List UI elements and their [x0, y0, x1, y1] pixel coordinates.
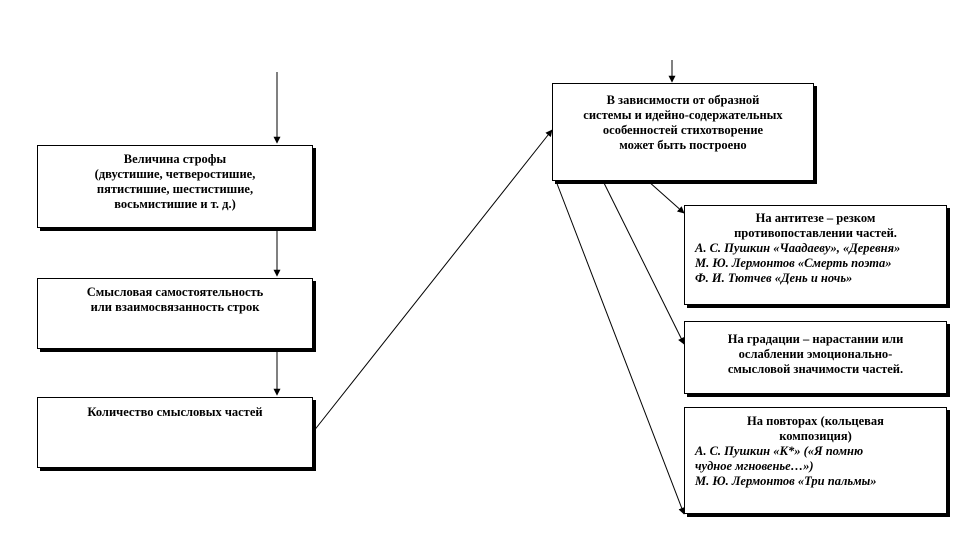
stanza-size-line: пятистишие, шестистишие,: [96, 182, 254, 196]
antithesis-example: М. Ю. Лермонтов «Смерть поэта»: [695, 256, 892, 270]
semantic-parts-box: [37, 397, 313, 468]
semantic-independence-line: Смысловая самостоятельность: [86, 285, 264, 299]
semantic-independence-line: или взаимосвязанность строк: [90, 300, 260, 314]
dependency-line: особенностей стихотворение: [602, 123, 764, 137]
stanza-size-box: [37, 145, 313, 228]
stanza-size-line: восьмистишие и т. д.): [114, 197, 236, 211]
semantic-parts-title: Количество смысловых частей: [87, 405, 263, 419]
repetition-title-line: композиция): [779, 429, 852, 443]
semantic-independence-box: [37, 278, 313, 349]
dependency-line: может быть построено: [619, 138, 747, 152]
dependency-line: системы и идейно-содержательных: [583, 108, 783, 122]
antithesis-example: А. С. Пушкин «Чаадаеву», «Деревня»: [695, 241, 901, 255]
arrow-dependency-to-antithesis: [648, 181, 684, 213]
repetition-example: чудное мгновенье…»): [695, 459, 814, 473]
stanza-size-title: Величина строфы: [123, 152, 227, 166]
repetition-title-line: На повторах (кольцевая: [747, 414, 884, 428]
arrow-dependency-to-repetition: [556, 181, 684, 514]
antithesis-example: Ф. И. Тютчев «День и ночь»: [695, 271, 853, 285]
repetition-example: А. С. Пушкин «К*» («Я помню: [695, 444, 864, 458]
repetition-example: М. Ю. Лермонтов «Три пальмы»: [695, 474, 877, 488]
repetition-box: [684, 407, 947, 514]
gradation-line: смысловой значимости частей.: [727, 362, 904, 376]
gradation-line: На градации – нарастании или: [727, 332, 904, 346]
antithesis-title-line: противопоставлении частей.: [734, 226, 897, 240]
dependency-box: [552, 83, 814, 181]
antithesis-title-line: На антитезе – резком: [755, 211, 876, 225]
gradation-line: ослаблении эмоционально-: [738, 347, 893, 361]
antithesis-box: [684, 205, 947, 305]
gradation-box: [684, 321, 947, 394]
stanza-size-line: (двустишие, четверостишие,: [94, 167, 256, 181]
dependency-line: В зависимости от образной: [606, 93, 760, 107]
arrow-dependency-to-gradation: [603, 181, 684, 344]
arrow-parts-to-dependency: [313, 130, 552, 432]
